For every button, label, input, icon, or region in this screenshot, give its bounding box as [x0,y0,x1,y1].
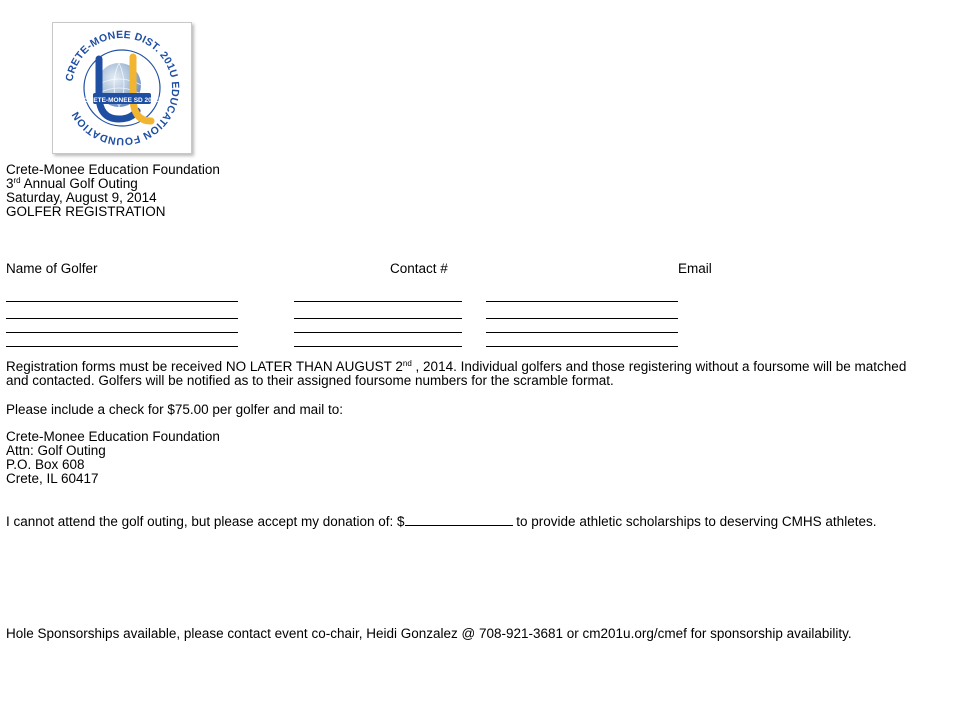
name-field[interactable] [6,301,238,302]
address-line: Attn: Golf Outing [6,443,106,458]
event-date: Saturday, August 9, 2014 [6,190,157,205]
column-header-name: Name of Golfer [6,261,98,276]
foundation-logo [52,22,192,154]
email-field[interactable] [486,318,678,319]
address-line: P.O. Box 608 [6,457,85,472]
logo-seal-icon [53,23,191,153]
contact-field[interactable] [294,318,462,319]
email-field[interactable] [486,332,678,333]
contact-field[interactable] [294,332,462,333]
deadline-notice: Registration forms must be received NO LATER THAN AUGUST 2nd , 2014. Individual golfers and those registering without a foursome will be matched and contacted. Golfers will be notified as to their assigned foursome numbers for the scramble format. [6,359,907,388]
contact-field[interactable] [294,301,462,302]
svg-text:CRETE-MONEE DIST. 201U EDUCATI: CRETE-MONEE DIST. 201U EDUCATION FOUNDATION [63,28,182,148]
email-field[interactable] [486,346,678,347]
page-title: GOLFER REGISTRATION [6,204,166,219]
donation-statement: I cannot attend the golf outing, but please accept my donation of: $ to provide athletic scholarships to deserving CMHS athletes. [6,514,877,529]
name-field[interactable] [6,346,238,347]
svg-text:CRETE-MONEE SD 201U: CRETE-MONEE SD 201U [83,97,161,104]
name-field[interactable] [6,332,238,333]
email-field[interactable] [486,301,678,302]
address-line: Crete, IL 60417 [6,471,99,486]
donation-amount-field[interactable] [405,514,513,526]
column-header-email: Email [678,261,712,276]
name-field[interactable] [6,318,238,319]
address-line: Crete-Monee Education Foundation [6,429,220,444]
check-instructions: Please include a check for $75.00 per golfer and mail to: [6,402,343,417]
contact-field[interactable] [294,346,462,347]
event-title: 3rd Annual Golf Outing [6,176,138,191]
org-name: Crete-Monee Education Foundation [6,162,220,177]
sponsorship-note: Hole Sponsorships available, please contact event co-chair, Heidi Gonzalez @ 708-921-3681 or cm201u.org/cmef for sponsorship availability. [6,626,852,641]
column-header-contact: Contact # [390,261,448,276]
